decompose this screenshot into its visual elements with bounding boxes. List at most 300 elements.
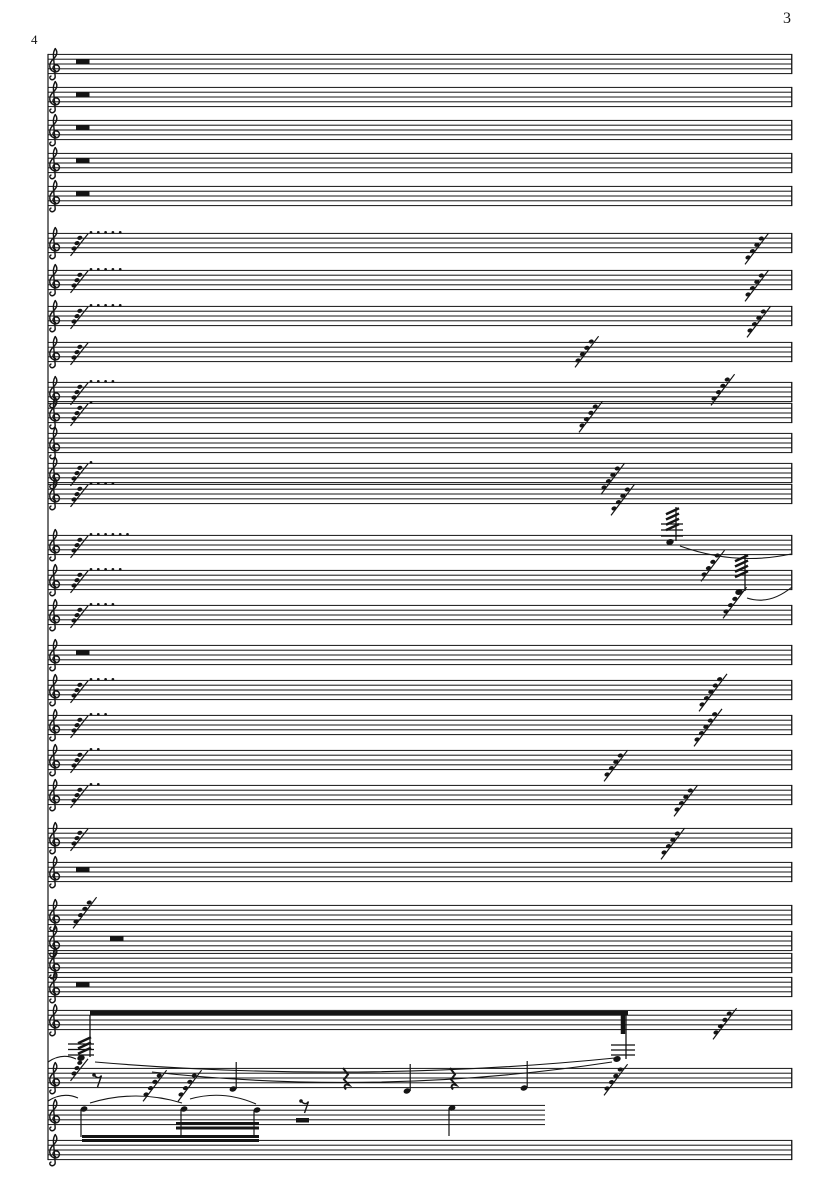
staff-line [48, 1024, 792, 1025]
whole-rest [76, 191, 90, 195]
staff-line [48, 316, 792, 317]
repeat-dot [97, 748, 100, 751]
staff-line [48, 200, 792, 201]
right-barline [791, 87, 792, 107]
staff-line [48, 963, 792, 964]
staff-line [48, 605, 792, 606]
staff [48, 301, 792, 338]
staff-line [48, 872, 792, 873]
staff-line [48, 799, 792, 800]
right-barline [791, 750, 792, 770]
staff-line [48, 275, 792, 276]
staff-line [48, 387, 792, 388]
repeat-dot [112, 268, 115, 271]
repeat-dot [119, 268, 122, 271]
staff-line [48, 734, 792, 735]
right-barline [791, 403, 792, 423]
repeat-dot [90, 748, 93, 751]
stem [625, 1011, 626, 1059]
grace-cluster-notehead [77, 272, 83, 277]
staff-line [48, 158, 792, 159]
staff-line [48, 408, 792, 409]
repeat-dot [104, 268, 107, 271]
staff-line [48, 320, 792, 321]
staff [48, 948, 792, 979]
staff [48, 972, 792, 1003]
staff [48, 640, 792, 671]
repeat-dot [112, 678, 115, 681]
repeat-dot [126, 533, 129, 536]
repeat-dot [112, 603, 115, 606]
staff [48, 780, 792, 817]
repeat-dot [119, 533, 122, 536]
stem [448, 1108, 449, 1136]
right-barline [791, 382, 792, 402]
staff-line [48, 1105, 545, 1106]
repeat-dot [104, 603, 107, 606]
staff-line [48, 699, 792, 700]
staff-line [48, 443, 792, 444]
staff [48, 115, 792, 146]
eighth-rest [302, 1102, 309, 1114]
ledger-line [611, 1049, 635, 1050]
right-barline [791, 605, 792, 625]
repeat-dot [97, 304, 100, 307]
grace-cluster-notehead [77, 384, 83, 389]
repeat-dot [90, 713, 93, 716]
grace-cluster-notehead [77, 717, 83, 722]
staff-line [48, 243, 792, 244]
staff-line [48, 139, 792, 140]
staff-line [48, 452, 792, 453]
staff-line [48, 120, 792, 121]
staff-line [48, 205, 792, 206]
staff-line [48, 1087, 792, 1088]
grace-cluster-notehead [77, 486, 83, 491]
staff-line [48, 655, 792, 656]
staff-line [48, 130, 792, 131]
system-barline [47, 54, 48, 1160]
grace-cluster-notehead [77, 572, 83, 577]
staff-line [48, 862, 792, 863]
slur [48, 1095, 78, 1101]
staff-line [48, 342, 792, 343]
staff-line [48, 1020, 792, 1021]
staff-line [48, 580, 792, 581]
staff [48, 897, 792, 930]
staff-line [48, 247, 792, 248]
repeat-dot [90, 268, 93, 271]
grace-cluster-notehead [77, 607, 83, 612]
grace-cluster-notehead [77, 537, 83, 542]
staff-line [48, 941, 792, 942]
staff-line [48, 685, 792, 686]
staff [48, 228, 792, 265]
staff-line [48, 750, 792, 751]
staff-line [48, 125, 792, 126]
repeat-dot [112, 568, 115, 571]
repeat-dot [90, 380, 93, 383]
staff-line [48, 915, 792, 916]
whole-rest [76, 650, 90, 654]
staff-line [48, 924, 792, 925]
repeat-dot [119, 568, 122, 571]
staff-line [48, 92, 792, 93]
staff-line [48, 549, 792, 550]
repeat-dot [104, 231, 107, 234]
staff-line [48, 769, 792, 770]
whole-rest [76, 59, 90, 63]
staff [48, 587, 792, 630]
right-barline [791, 1140, 792, 1160]
stem [410, 1064, 411, 1091]
staff-line [48, 392, 792, 393]
staff [48, 398, 792, 433]
whole-rest [76, 982, 90, 986]
repeat-dot [97, 380, 100, 383]
slur [680, 546, 791, 559]
stem [80, 1109, 81, 1137]
staff-line [48, 422, 792, 423]
whole-rest [110, 936, 124, 940]
staff [48, 745, 792, 782]
repeat-dot [97, 268, 100, 271]
staff-line [48, 936, 792, 937]
staff-line [48, 958, 792, 959]
staff-line [48, 325, 792, 326]
staff-line [48, 1082, 792, 1083]
staff-line [48, 950, 792, 951]
staff-line [48, 1068, 792, 1069]
staff-line [48, 503, 792, 504]
staff-line [48, 664, 792, 665]
right-barline [791, 463, 792, 483]
staff-line [48, 356, 792, 357]
grace-run-stem [723, 587, 747, 618]
staff-line [48, 477, 792, 478]
grace-run-stem [713, 1008, 737, 1039]
staff [48, 479, 792, 516]
staff [48, 550, 792, 600]
right-barline [791, 953, 792, 973]
staff-line [48, 163, 792, 164]
staff-line [48, 106, 792, 107]
ledger-line [661, 529, 683, 530]
repeat-dot [119, 304, 122, 307]
staff [48, 674, 792, 712]
staff-line [48, 838, 792, 839]
right-barline [791, 1010, 792, 1030]
slur [48, 1056, 76, 1062]
staff-line [48, 545, 792, 546]
staff-line [48, 650, 792, 651]
repeat-dot [104, 380, 107, 383]
staff-line [48, 352, 792, 353]
staff-line [48, 876, 792, 877]
staff-line [48, 172, 792, 173]
right-barline [791, 233, 792, 253]
repeat-dot [104, 533, 107, 536]
whole-rest [76, 125, 90, 129]
staff-line [48, 575, 792, 576]
staff-line [48, 570, 792, 571]
staff-line [48, 1110, 545, 1111]
staff [48, 1095, 545, 1142]
right-barline [791, 828, 792, 848]
staff-line [48, 1078, 792, 1079]
staff-line [48, 484, 792, 485]
staff [48, 374, 792, 407]
grace-cluster-notehead [77, 465, 83, 470]
right-barline [791, 120, 792, 140]
staff-line [48, 463, 792, 464]
staff-line [48, 413, 792, 414]
staff-line [48, 97, 792, 98]
grace-run-stem [73, 897, 97, 928]
repeat-dot [104, 678, 107, 681]
staff-line [48, 972, 792, 973]
staff-line [48, 284, 792, 285]
staff-line [48, 881, 792, 882]
staff-line [48, 306, 792, 307]
right-barline [791, 715, 792, 735]
staff [48, 507, 792, 561]
notehead [612, 1055, 621, 1063]
whole-rest [76, 867, 90, 871]
ledger-line [68, 1043, 94, 1044]
staff-line [48, 945, 792, 946]
right-barline [791, 54, 792, 74]
beam [176, 1127, 259, 1130]
grace-cluster-notehead [77, 344, 83, 349]
right-barline [791, 153, 792, 173]
staff-line [48, 996, 792, 997]
staff-line [48, 540, 792, 541]
staff-line [48, 729, 792, 730]
quarter-rest [343, 1068, 349, 1090]
repeat-dot [97, 568, 100, 571]
repeat-dot [90, 568, 93, 571]
whole-rest [76, 158, 90, 162]
repeat-dot [112, 482, 115, 485]
repeat-dot [90, 482, 93, 485]
right-barline [791, 186, 792, 206]
right-barline [791, 433, 792, 453]
staff-line [48, 847, 792, 848]
staff-line [48, 498, 792, 499]
staff-line [48, 967, 792, 968]
staff-line [48, 645, 792, 646]
staff-line [48, 64, 792, 65]
eighth-rest [95, 1076, 102, 1088]
grace-run-stem [579, 401, 603, 432]
staff [48, 265, 792, 302]
staff-line [48, 396, 792, 397]
staff-line [48, 694, 792, 695]
staff-line [48, 433, 792, 434]
ledger-line [68, 1049, 94, 1050]
staff-line [48, 991, 792, 992]
repeat-dot [97, 783, 100, 786]
staff-line [48, 238, 792, 239]
staff-line [48, 482, 792, 483]
repeat-dot [90, 401, 93, 404]
repeat-dot [104, 713, 107, 716]
staff-line [48, 1154, 792, 1155]
measure-number: 4 [31, 32, 38, 47]
staff-line [48, 690, 792, 691]
staff-line [48, 905, 792, 906]
staff-line [48, 785, 792, 786]
staff-line [48, 584, 792, 585]
staff-line [48, 401, 792, 402]
staff-line [48, 134, 792, 135]
slur [747, 587, 792, 600]
staff-line [48, 842, 792, 843]
staff-line [48, 473, 792, 474]
right-barline [791, 862, 792, 882]
staff-line [48, 720, 792, 721]
repeat-dot [119, 231, 122, 234]
staff-line [48, 289, 792, 290]
right-barline [791, 342, 792, 362]
right-barline [791, 905, 792, 925]
staff-line [48, 494, 792, 495]
ledger-line [611, 1054, 635, 1055]
repeat-dot [90, 783, 93, 786]
staff-line [48, 167, 792, 168]
staff-line [48, 361, 792, 362]
staff-line [48, 1145, 792, 1146]
ledger-line [611, 1044, 635, 1045]
staff-line [48, 624, 792, 625]
staff-line [48, 1150, 792, 1151]
staff-line [48, 196, 792, 197]
staff-line [48, 468, 792, 469]
repeat-dot [112, 533, 115, 536]
staff-line [48, 68, 792, 69]
staff-line [48, 280, 792, 281]
repeat-dot [97, 533, 100, 536]
beam [90, 1011, 628, 1015]
beam [176, 1122, 259, 1125]
right-barline [791, 535, 792, 555]
staff-line [48, 153, 792, 154]
staff [48, 181, 792, 212]
grace-cluster-notehead [77, 752, 83, 757]
staff-line [48, 764, 792, 765]
staff [48, 823, 792, 860]
slur [95, 1058, 615, 1072]
right-barline [791, 484, 792, 504]
staff-line [48, 619, 792, 620]
staff [48, 82, 792, 113]
staff-line [48, 252, 792, 253]
right-barline [791, 645, 792, 665]
slur [90, 1096, 182, 1103]
grace-run-stem [699, 674, 727, 712]
staff [48, 1005, 792, 1063]
staff-line [48, 417, 792, 418]
grace-run-stem [711, 374, 735, 405]
staff-line [48, 101, 792, 102]
staff-line [48, 1124, 545, 1125]
right-barline [791, 785, 792, 805]
staff-line [48, 489, 792, 490]
staff-line [48, 311, 792, 312]
ledger-line [661, 523, 683, 524]
staff [48, 857, 792, 888]
staff-line [48, 233, 792, 234]
grace-cluster-notehead [77, 1060, 83, 1065]
staff [48, 336, 792, 367]
repeat-dot [90, 533, 93, 536]
right-barline [791, 680, 792, 700]
repeat-dot [90, 603, 93, 606]
right-barline [791, 931, 792, 951]
beam [296, 1118, 309, 1123]
staff-line [48, 790, 792, 791]
repeat-dot [112, 380, 115, 383]
right-barline [791, 1068, 792, 1088]
staff-line [48, 987, 792, 988]
staff-line [48, 438, 792, 439]
staff-line [48, 1140, 792, 1141]
staff [48, 49, 792, 80]
staff-line [48, 931, 792, 932]
repeat-dot [112, 231, 115, 234]
repeat-dot [90, 678, 93, 681]
staff-line [48, 186, 792, 187]
staff-line [48, 795, 792, 796]
staff-line [48, 1010, 792, 1011]
staff-line [48, 1029, 792, 1030]
staff-line [48, 982, 792, 983]
staff-line [48, 760, 792, 761]
repeat-dot [104, 482, 107, 485]
grace-cluster-notehead [77, 308, 83, 313]
staff [48, 148, 792, 179]
staff-line [48, 867, 792, 868]
grace-cluster-notehead [77, 787, 83, 792]
staff [48, 1056, 792, 1101]
staff-line [48, 589, 792, 590]
repeat-dot [97, 678, 100, 681]
repeat-dot [104, 304, 107, 307]
repeat-dot [90, 304, 93, 307]
staff-line [48, 910, 792, 911]
slur [190, 1095, 256, 1104]
staff-line [48, 54, 792, 55]
staff-line [48, 270, 792, 271]
grace-run-stem [694, 709, 722, 747]
repeat-dot [112, 304, 115, 307]
repeat-dot [97, 482, 100, 485]
stem [621, 1011, 626, 1034]
staff-line [48, 615, 792, 616]
grace-cluster-notehead [77, 235, 83, 240]
stem [236, 1062, 237, 1089]
repeat-dot [97, 713, 100, 716]
staff-line [48, 659, 792, 660]
stem [89, 1015, 90, 1057]
grace-cluster-notehead [77, 682, 83, 687]
repeat-dot [104, 568, 107, 571]
ledger-line [661, 535, 683, 536]
staff-line [48, 1115, 545, 1116]
staff-line [48, 87, 792, 88]
grace-cluster-notehead [77, 405, 83, 410]
